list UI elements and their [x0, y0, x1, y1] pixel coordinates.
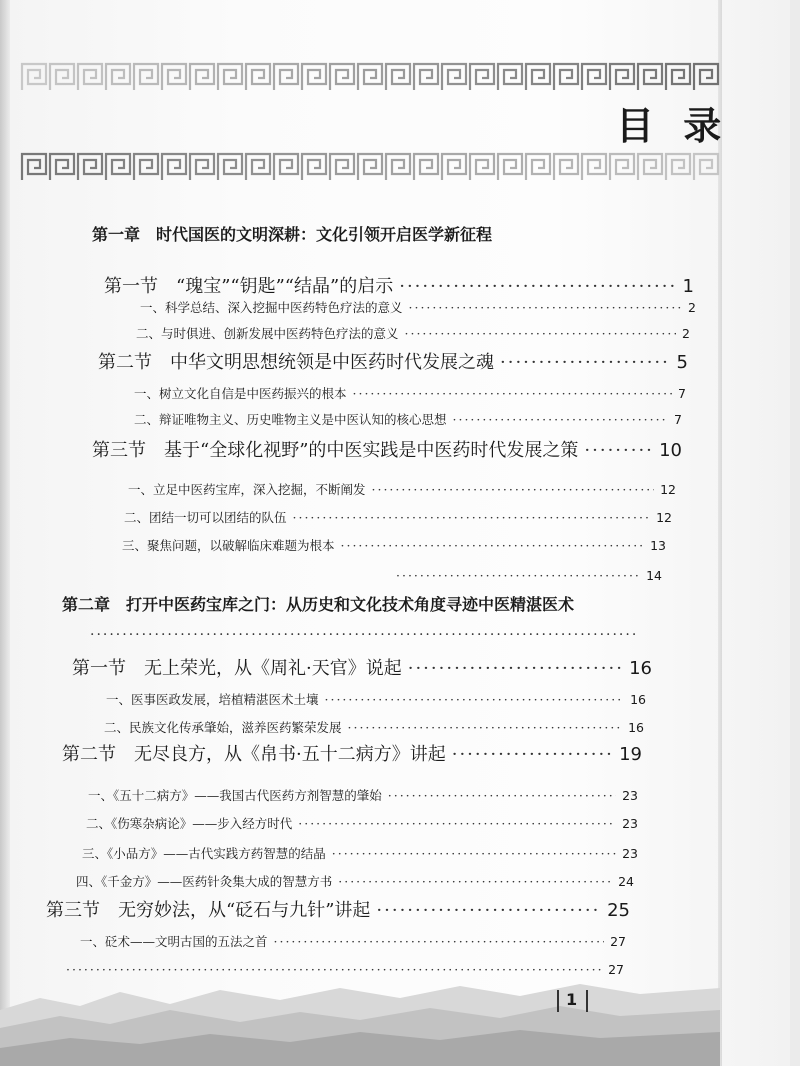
toc-chapter-2[interactable]: 第二章 打开中医药宝库之门：从历史和文化技术角度寻迹中医精湛医术 — [62, 595, 575, 614]
toc-subsection[interactable]: 四、《千金方》——医药针灸集大成的智慧方书 ····· 24 — [76, 872, 634, 890]
toc-subsection[interactable]: 一、医事医政发展，培植精湛医术土壤 ····· 16 — [106, 690, 646, 708]
decorative-border-bottom — [20, 150, 720, 184]
toc-subsection[interactable]: 二、民族文化传承肇始，滋养医药繁荣发展 ····· 16 — [104, 718, 644, 736]
toc-section[interactable]: 第二节 无尽良方，从《帛书·五十二病方》讲起 ····· 19 — [62, 740, 642, 766]
toc-subsection[interactable]: 一、科学总结、深入挖掘中医药特色疗法的意义 ····· 2 — [140, 298, 696, 316]
page-number-bar-right — [586, 990, 588, 1012]
toc-leader-line[interactable]: ····· 14 — [390, 568, 662, 583]
toc-subsection[interactable]: 一、树立文化自信是中医药振兴的根本 ····· 7 — [134, 384, 686, 402]
toc-subsection[interactable]: 一、立足中医药宝库，深入挖掘，不断阐发 ····· 12 — [128, 480, 676, 498]
toc-section[interactable]: 第二节 中华文明思想统领是中医药时代发展之魂 ····· 5 — [98, 348, 688, 374]
decorative-border-top — [20, 60, 720, 94]
toc-title: 目 录 — [616, 104, 730, 148]
mountain-landscape-decoration — [0, 970, 720, 1066]
toc-subsection[interactable]: 三、聚焦问题，以破解临床难题为根本 ····· 13 — [122, 536, 666, 554]
page-number-bar-left — [557, 990, 559, 1012]
toc-subsection[interactable]: 一、《五十二病方》——我国古代医药方剂智慧的肇始 ····· 23 — [88, 786, 638, 804]
toc-subsection[interactable]: 二、团结一切可以团结的队伍 ····· 12 — [124, 508, 672, 526]
page-number: 1 — [566, 990, 578, 1009]
toc-subsection[interactable]: 一、砭术——文明古国的五法之首 ····· 27 — [80, 932, 626, 950]
toc-section[interactable]: 第一节 无上荣光，从《周礼·天官》说起 ····· 16 — [72, 654, 652, 680]
toc-subsection[interactable]: 三、《小品方》——古代实践方药智慧的结晶 ····· 23 — [82, 844, 638, 862]
toc-subsection[interactable]: 二、与时俱进、创新发展中医药特色疗法的意义 ····· 2 — [136, 324, 690, 342]
toc-chapter-1[interactable]: 第一章 时代国医的文明深耕：文化引领开启医学新征程 — [92, 225, 493, 244]
toc-section[interactable]: 第一节 “瑰宝”“钥匙”“结晶”的启示 ····· 1 — [104, 272, 694, 298]
toc-subsection[interactable]: 二、辩证唯物主义、历史唯物主义是中医认知的核心思想 ····· 7 — [134, 410, 682, 428]
toc-subsection[interactable]: 二、《伤寒杂病论》——步入经方时代 ····· 23 — [86, 814, 638, 832]
toc-section[interactable]: 第三节 基于“全球化视野”的中医实践是中医药时代发展之策 ····· 10 — [92, 436, 682, 462]
toc-leader-line[interactable]: ····· 27 — [60, 962, 624, 977]
book-spine-shadow — [0, 0, 10, 1066]
toc-section[interactable]: 第三节 无穷妙法，从“砭石与九针”讲起 ····· 25 — [46, 896, 630, 922]
toc-chapter-2-leader — [90, 627, 638, 643]
